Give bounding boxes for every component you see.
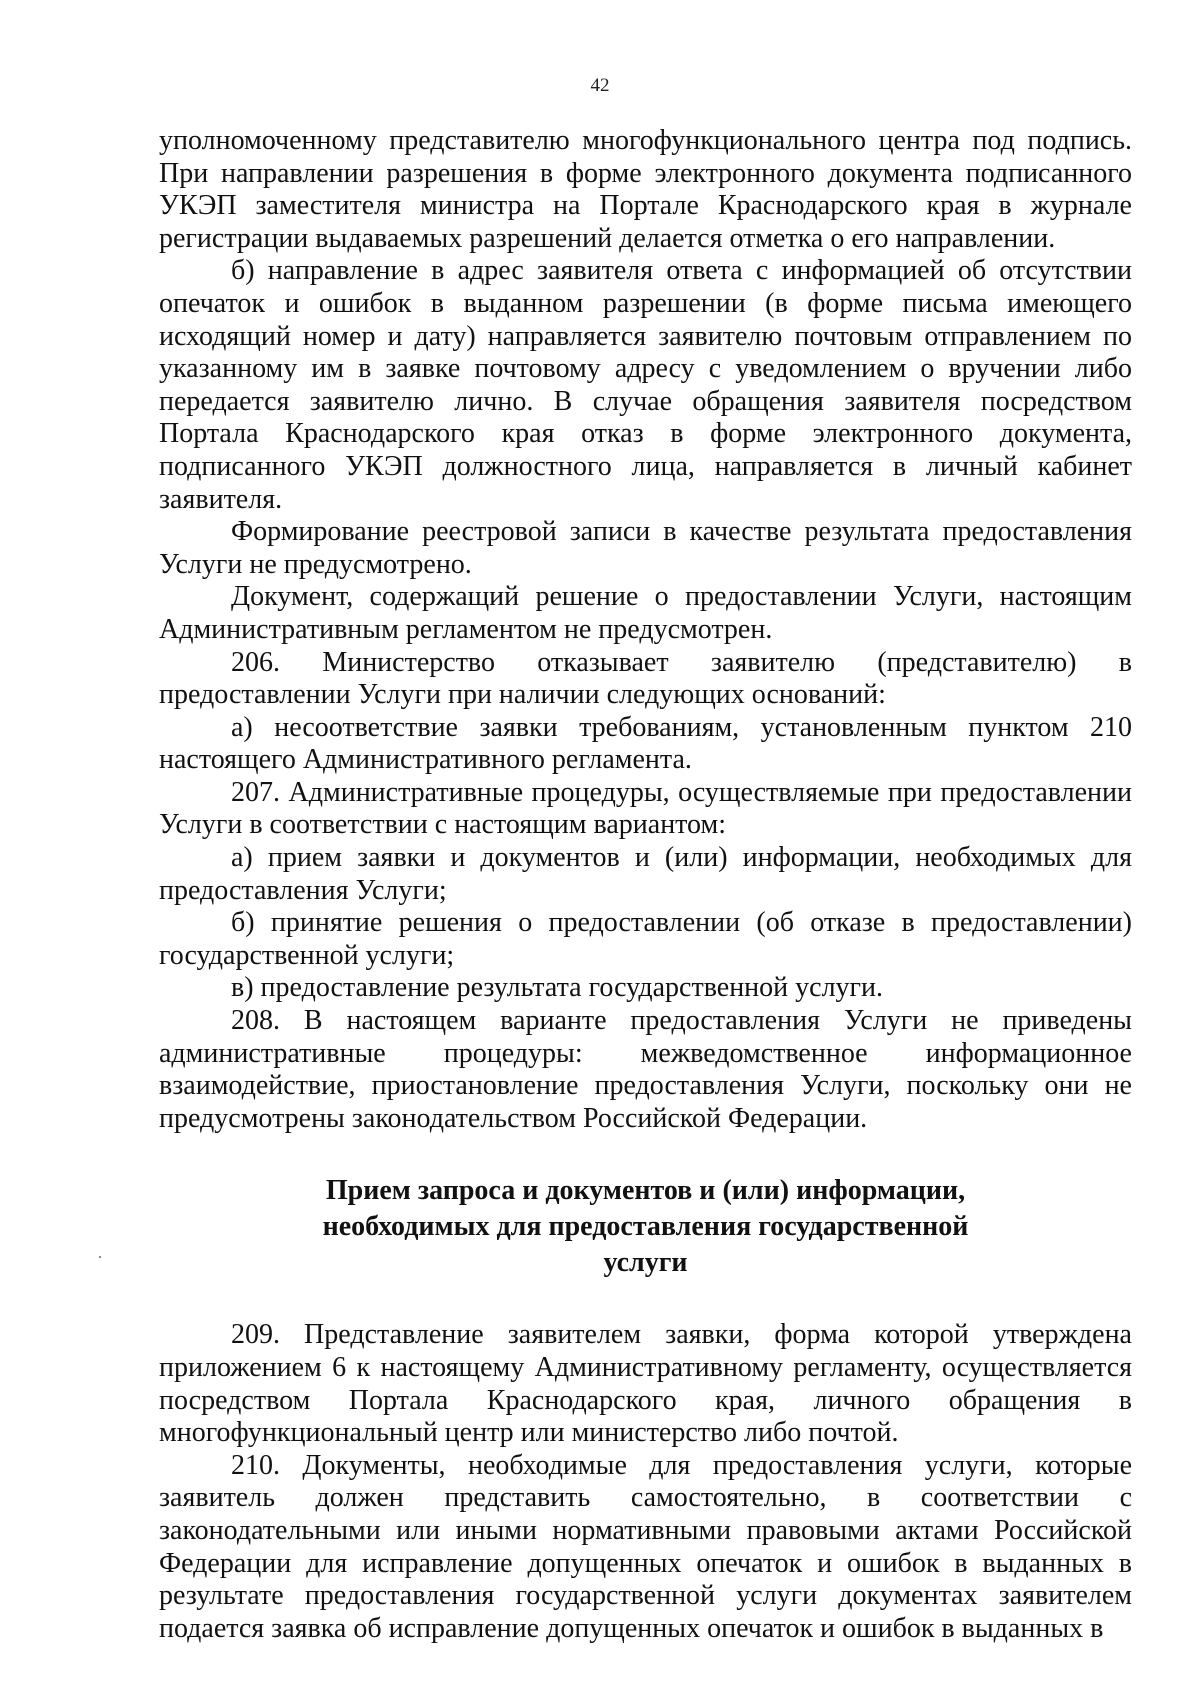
paragraph-207-b: б) принятие решения о предоставлении (об отказе в предоставлении) государственной услуги; [159,907,1132,971]
section-heading: Прием запроса и документов и (или) информации, необходимых для предоставления государственной услуги [322,1175,969,1279]
document-body [159,125,1132,1645]
paragraph-item-b: б) направление в адрес заявителя ответа с информацией об отсутствии опечаток и ошибок в выданном разрешении (в форме письма имеющего исходящий номер и дату) направляется заявителю почтовым отправлением по указанному им в заявке почтовому адресу с уведомлением о вручении либо передается заявителю лично. В случае обращения заявителя посредством Портала Краснодарского края отказ в форме электронного документа, подписанного УКЭП должностного лица, направляется в личный кабинет заявителя. [159,255,1132,515]
paragraph-207-v: в) предоставление результата государственной услуги. [231,972,884,1004]
paragraph-206: 206. Министерство отказывает заявителю (представителю) в предоставлении Услуги при наличии следующих оснований: [159,646,1132,711]
scan-speck [99,1256,101,1258]
paragraph-continuation: уполномоченному представителю многофункционального центра под подпись. При направлении разрешения в форме электронного документа подписанного УКЭП заместителя министра на Портале Краснодарского края в журнале регистрации выдаваемых разрешений делается отметка о его направлении. [159,125,1132,254]
paragraph-206-a: а) несоответствие заявки требованиям, установленным пунктом 210 настоящего Административного регламента. [159,711,1132,776]
paragraph-decision-document: Документ, содержащий решение о предоставлении Услуги, настоящим Административным регламентом не предусмотрен. [159,581,1132,645]
paragraph-registry-record: Формирование реестровой записи в качестве результата предоставления Услуги не предусмотрено. [159,516,1132,580]
paragraph-207: 207. Административные процедуры, осуществляемые при предоставлении Услуги в соответствии с настоящим вариантом: [159,776,1132,841]
paragraph-208: 208. В настоящем варианте предоставления Услуги не приведены административные процедуры: межведомственное информационное взаимодействие, приостановление предоставления Услуги, поскольку они не предусмотрены законодательством Российской Федерации. [159,1005,1132,1134]
paragraph-210: 210. Документы, необходимые для предоставления услуги, которые заявитель должен представить самостоятельно, в соответствии с законодательными или иными нормативными правовыми актами Российской Федерации для исправление допущенных опечаток и ошибок в выданных в результате предоставления государственной услуги документах заявителем подается заявка об исправление допущенных опечаток и ошибок в выданных в [159,1449,1132,1644]
paragraph-209: 209. Представление заявителем заявки, форма которой утверждена приложением 6 к настоящему Административному регламенту, осуществляется посредством Портала Краснодарского края, личного обращения в многофункциональный центр или министерство либо почтой. [159,1319,1132,1449]
page-number: 42 [590,75,610,96]
paragraph-207-a: а) прием заявки и документов и (или) информации, необходимых для предоставления Услуги; [159,842,1132,906]
